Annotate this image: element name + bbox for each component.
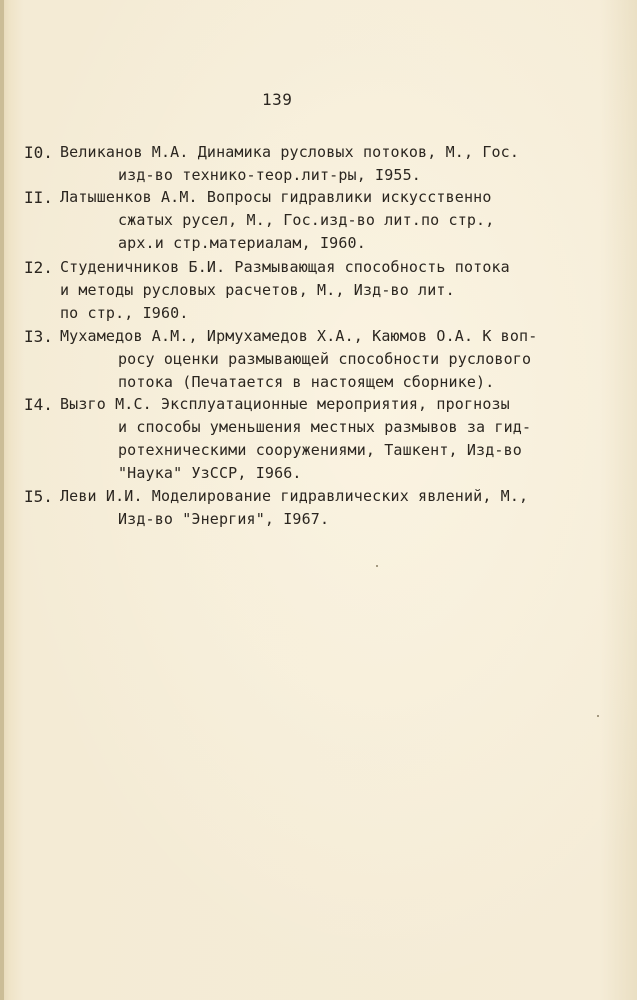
reference-line: Вызго М.С. Эксплуатационные мероприятия, прогнозы [60,395,510,413]
reference-line: Мухамедов А.М., Ирмухамедов Х.А., Каюмов О.А. К воп- [60,327,538,345]
reference-number: I4. [24,395,53,414]
reference-line: по стр., I960. [60,304,189,322]
reference-line: изд-во технико-теор.лит-ры, I955. [118,166,421,184]
reference-number: I2. [24,258,53,277]
reference-line: Великанов М.А. Динамика русловых потоков, М., Гос. [60,143,520,161]
reference-line: росу оценки размывающей способности руслового [118,350,532,368]
reference-line: "Наука" УзССР, I966. [118,464,302,482]
page-number: 139 [262,90,293,109]
reference-number: I5. [24,487,53,506]
reference-number: I0. [24,143,53,162]
reference-number: I3. [24,327,53,346]
reference-line: арх.и стр.материалам, I960. [118,234,366,252]
reference-line: и способы уменьшения местных размывов за гид- [118,418,532,436]
reference-line: потока (Печатается в настоящем сборнике). [118,373,495,391]
reference-line: Изд-во "Энергия", I967. [118,510,330,528]
reference-line: и методы русловых расчетов, М., Изд-во лит. [60,281,455,299]
paper-speck [597,715,599,717]
reference-line: Студеничников Б.И. Размывающая способность потока [60,258,510,276]
reference-line: ротехническими сооружениями, Ташкент, Изд-во [118,441,522,459]
reference-line: Леви И.И. Моделирование гидравлических явлений, М., [60,487,529,505]
reference-number: II. [24,188,53,207]
paper-speck [376,565,378,567]
page-binding-edge [0,0,4,1000]
reference-line: сжатых русел, М., Гос.изд-во лит.по стр., [118,211,495,229]
reference-line: Латышенков А.М. Вопросы гидравлики искусственно [60,188,492,206]
